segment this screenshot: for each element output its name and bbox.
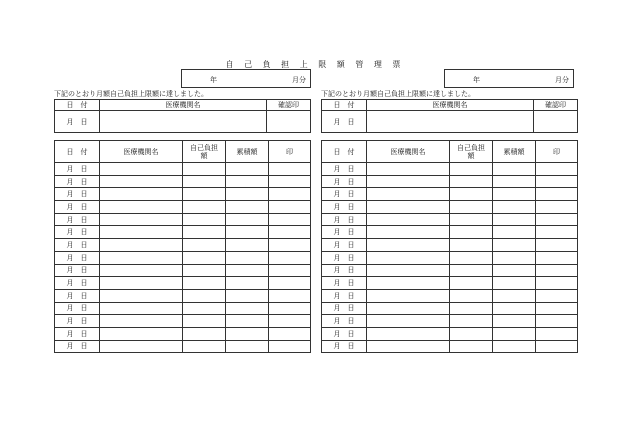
table-row [55, 289, 311, 302]
header-cumulative: 累積額 [493, 141, 536, 163]
self-pay-cell[interactable] [450, 175, 493, 188]
self-pay-cell[interactable] [450, 213, 493, 226]
institution-cell[interactable] [100, 289, 183, 302]
cumulative-cell[interactable] [493, 302, 536, 315]
cumulative-cell[interactable] [226, 327, 269, 340]
table-row [322, 302, 578, 315]
table-row [55, 201, 311, 214]
table-row [322, 163, 578, 176]
date-cell[interactable]: 月 日 [322, 251, 367, 264]
seal-cell[interactable] [269, 226, 311, 239]
seal-cell[interactable] [269, 239, 311, 252]
cumulative-cell[interactable] [493, 163, 536, 176]
institution-cell[interactable] [367, 315, 450, 328]
cumulative-cell[interactable] [226, 340, 269, 353]
cumulative-cell[interactable] [493, 239, 536, 252]
cumulative-cell[interactable] [493, 251, 536, 264]
self-pay-cell[interactable] [183, 340, 226, 353]
seal-cell[interactable] [269, 289, 311, 302]
date-cell[interactable]: 月 日 [322, 340, 367, 353]
cumulative-cell[interactable] [226, 315, 269, 328]
self-pay-cell[interactable] [183, 188, 226, 201]
seal-cell[interactable] [269, 163, 311, 176]
date-cell[interactable]: 月 日 [55, 239, 100, 252]
date-cell[interactable]: 月 日 [55, 175, 100, 188]
cumulative-cell[interactable] [493, 226, 536, 239]
year-label: 年 [473, 76, 480, 84]
table-row [55, 340, 311, 353]
seal-cell[interactable] [269, 201, 311, 214]
cumulative-cell[interactable] [226, 188, 269, 201]
seal-cell[interactable] [536, 201, 578, 214]
date-cell[interactable]: 月 日 [322, 327, 367, 340]
seal-cell[interactable] [536, 264, 578, 277]
date-cell[interactable]: 月 日 [55, 213, 100, 226]
table-row [322, 251, 578, 264]
table-row [55, 188, 311, 201]
date-cell[interactable]: 月 日 [55, 188, 100, 201]
seal-cell[interactable] [536, 213, 578, 226]
cumulative-cell[interactable] [493, 327, 536, 340]
date-cell[interactable]: 月 日 [55, 163, 100, 176]
self-pay-cell[interactable] [183, 201, 226, 214]
self-pay-cell[interactable] [183, 302, 226, 315]
institution-cell[interactable] [100, 201, 183, 214]
self-pay-cell[interactable] [450, 289, 493, 302]
date-cell[interactable]: 月 日 [322, 201, 367, 214]
seal-cell[interactable] [536, 226, 578, 239]
date-cell[interactable]: 月 日 [322, 175, 367, 188]
institution-cell[interactable] [100, 340, 183, 353]
institution-cell[interactable] [367, 302, 450, 315]
cumulative-cell[interactable] [226, 226, 269, 239]
seal-cell[interactable] [269, 277, 311, 290]
institution-cell[interactable] [100, 251, 183, 264]
confirm-date-cell[interactable]: 月 日 [322, 111, 367, 133]
seal-cell[interactable] [536, 289, 578, 302]
cumulative-cell[interactable] [226, 213, 269, 226]
institution-cell[interactable] [367, 340, 450, 353]
table-row [55, 251, 311, 264]
confirm-date-cell[interactable]: 月 日 [55, 111, 100, 133]
seal-cell[interactable] [269, 251, 311, 264]
self-pay-cell[interactable] [183, 251, 226, 264]
self-pay-cell[interactable] [450, 226, 493, 239]
header-self-pay: 自己負担 額 [183, 141, 226, 163]
table-row [55, 175, 311, 188]
self-pay-cell[interactable] [450, 327, 493, 340]
seal-cell[interactable] [536, 251, 578, 264]
form-title: 自 己 負 担 上 限 額 管 理 票 [225, 60, 405, 69]
seal-cell[interactable] [269, 175, 311, 188]
header-seal: 印 [269, 141, 311, 163]
header-seal: 印 [536, 141, 578, 163]
table-row [55, 163, 311, 176]
confirm-table [54, 99, 311, 133]
cumulative-cell[interactable] [226, 201, 269, 214]
date-cell[interactable]: 月 日 [55, 315, 100, 328]
institution-cell[interactable] [100, 302, 183, 315]
table-row [322, 340, 578, 353]
cumulative-cell[interactable] [226, 251, 269, 264]
date-cell[interactable]: 月 日 [322, 264, 367, 277]
table-row [322, 327, 578, 340]
seal-cell[interactable] [269, 340, 311, 353]
institution-cell[interactable] [367, 251, 450, 264]
cumulative-cell[interactable] [226, 175, 269, 188]
table-row [55, 277, 311, 290]
seal-cell[interactable] [536, 163, 578, 176]
date-cell[interactable]: 月 日 [55, 251, 100, 264]
cumulative-cell[interactable] [226, 264, 269, 277]
header-confirm-seal: 確認印 [534, 100, 578, 111]
institution-cell[interactable] [100, 277, 183, 290]
self-pay-cell[interactable] [183, 264, 226, 277]
date-cell[interactable]: 月 日 [322, 213, 367, 226]
limit-reached-note: 下記のとおり月額自己負担上限額に達しました。 [321, 90, 475, 98]
institution-cell[interactable] [367, 175, 450, 188]
self-pay-cell[interactable] [183, 213, 226, 226]
cumulative-cell[interactable] [493, 289, 536, 302]
date-cell[interactable]: 月 日 [55, 302, 100, 315]
table-row [322, 239, 578, 252]
table-row [322, 175, 578, 188]
month-box[interactable] [181, 69, 311, 88]
table-row [322, 289, 578, 302]
institution-cell[interactable] [100, 175, 183, 188]
institution-cell[interactable] [100, 264, 183, 277]
institution-cell[interactable] [367, 264, 450, 277]
cumulative-cell[interactable] [226, 289, 269, 302]
self-pay-cell[interactable] [450, 239, 493, 252]
confirm-seal-cell[interactable] [534, 111, 578, 133]
confirm-institution-cell[interactable] [367, 111, 534, 133]
confirm-institution-cell[interactable] [100, 111, 267, 133]
self-pay-cell[interactable] [450, 340, 493, 353]
table-row [322, 226, 578, 239]
seal-cell[interactable] [536, 277, 578, 290]
self-pay-cell[interactable] [450, 251, 493, 264]
institution-cell[interactable] [100, 239, 183, 252]
cumulative-cell[interactable] [226, 239, 269, 252]
table-row [322, 213, 578, 226]
institution-cell[interactable] [367, 201, 450, 214]
date-cell[interactable]: 月 日 [55, 201, 100, 214]
cumulative-cell[interactable] [493, 188, 536, 201]
cumulative-cell[interactable] [226, 163, 269, 176]
cumulative-cell[interactable] [226, 277, 269, 290]
self-pay-cell[interactable] [183, 163, 226, 176]
header-self-pay: 自己負担 額 [450, 141, 493, 163]
institution-cell[interactable] [367, 163, 450, 176]
seal-cell[interactable] [269, 264, 311, 277]
date-cell[interactable]: 月 日 [55, 277, 100, 290]
self-pay-cell[interactable] [450, 315, 493, 328]
cumulative-cell[interactable] [493, 340, 536, 353]
table-row [55, 239, 311, 252]
cumulative-cell[interactable] [493, 264, 536, 277]
date-cell[interactable]: 月 日 [55, 264, 100, 277]
institution-cell[interactable] [367, 188, 450, 201]
institution-cell[interactable] [100, 327, 183, 340]
institution-cell[interactable] [100, 226, 183, 239]
header-date: 日 付 [55, 141, 100, 163]
institution-cell[interactable] [100, 188, 183, 201]
header-cumulative: 累積額 [226, 141, 269, 163]
date-cell[interactable]: 月 日 [322, 289, 367, 302]
header-institution: 医療機関名 [367, 141, 450, 163]
cumulative-cell[interactable] [493, 277, 536, 290]
table-row [55, 226, 311, 239]
date-cell[interactable]: 月 日 [322, 188, 367, 201]
table-row [55, 264, 311, 277]
month-label: 月分 [292, 76, 306, 84]
self-pay-cell[interactable] [450, 302, 493, 315]
year-label: 年 [210, 76, 217, 84]
seal-cell[interactable] [536, 315, 578, 328]
table-row [55, 327, 311, 340]
seal-cell[interactable] [269, 315, 311, 328]
header-date: 日 付 [55, 100, 100, 111]
date-cell[interactable]: 月 日 [55, 289, 100, 302]
limit-reached-note: 下記のとおり月額自己負担上限額に達しました。 [54, 90, 208, 98]
seal-cell[interactable] [269, 327, 311, 340]
date-cell[interactable]: 月 日 [55, 226, 100, 239]
header-date: 日 付 [322, 141, 367, 163]
date-cell[interactable]: 月 日 [322, 302, 367, 315]
date-cell[interactable]: 月 日 [55, 340, 100, 353]
self-pay-cell[interactable] [450, 201, 493, 214]
self-pay-cell[interactable] [183, 226, 226, 239]
table-row [322, 264, 578, 277]
record-table [54, 140, 311, 353]
self-pay-cell[interactable] [450, 264, 493, 277]
header-date: 日 付 [322, 100, 367, 111]
month-label: 月分 [555, 76, 569, 84]
cumulative-cell[interactable] [493, 175, 536, 188]
seal-cell[interactable] [536, 175, 578, 188]
institution-cell[interactable] [367, 213, 450, 226]
institution-cell[interactable] [100, 213, 183, 226]
table-row [55, 302, 311, 315]
date-cell[interactable]: 月 日 [322, 239, 367, 252]
table-row [322, 277, 578, 290]
confirm-seal-cell[interactable] [267, 111, 311, 133]
seal-cell[interactable] [536, 340, 578, 353]
self-pay-cell[interactable] [450, 163, 493, 176]
seal-cell[interactable] [536, 239, 578, 252]
self-pay-cell[interactable] [183, 289, 226, 302]
table-row [55, 315, 311, 328]
institution-cell[interactable] [100, 163, 183, 176]
seal-cell[interactable] [536, 188, 578, 201]
seal-cell[interactable] [269, 213, 311, 226]
cumulative-cell[interactable] [493, 315, 536, 328]
date-cell[interactable]: 月 日 [55, 327, 100, 340]
confirm-table [321, 99, 578, 133]
institution-cell[interactable] [100, 315, 183, 328]
self-pay-cell[interactable] [450, 188, 493, 201]
header-confirm-seal: 確認印 [267, 100, 311, 111]
institution-cell[interactable] [367, 239, 450, 252]
self-pay-cell[interactable] [450, 277, 493, 290]
date-cell[interactable]: 月 日 [322, 315, 367, 328]
seal-cell[interactable] [269, 188, 311, 201]
self-pay-cell[interactable] [183, 175, 226, 188]
seal-cell[interactable] [269, 302, 311, 315]
header-institution: 医療機関名 [367, 100, 534, 111]
cumulative-cell[interactable] [493, 201, 536, 214]
institution-cell[interactable] [367, 226, 450, 239]
institution-cell[interactable] [367, 327, 450, 340]
cumulative-cell[interactable] [493, 213, 536, 226]
date-cell[interactable]: 月 日 [322, 163, 367, 176]
header-institution: 医療機関名 [100, 100, 267, 111]
table-row [322, 315, 578, 328]
table-row [322, 188, 578, 201]
date-cell[interactable]: 月 日 [322, 277, 367, 290]
self-pay-cell[interactable] [183, 277, 226, 290]
table-row [55, 213, 311, 226]
self-pay-cell[interactable] [183, 327, 226, 340]
seal-cell[interactable] [536, 327, 578, 340]
institution-cell[interactable] [367, 277, 450, 290]
seal-cell[interactable] [536, 302, 578, 315]
self-pay-cell[interactable] [183, 315, 226, 328]
cumulative-cell[interactable] [226, 302, 269, 315]
month-box[interactable] [444, 69, 574, 88]
header-institution: 医療機関名 [100, 141, 183, 163]
table-row [322, 201, 578, 214]
self-pay-cell[interactable] [183, 239, 226, 252]
date-cell[interactable]: 月 日 [322, 226, 367, 239]
institution-cell[interactable] [367, 289, 450, 302]
record-table [321, 140, 578, 353]
